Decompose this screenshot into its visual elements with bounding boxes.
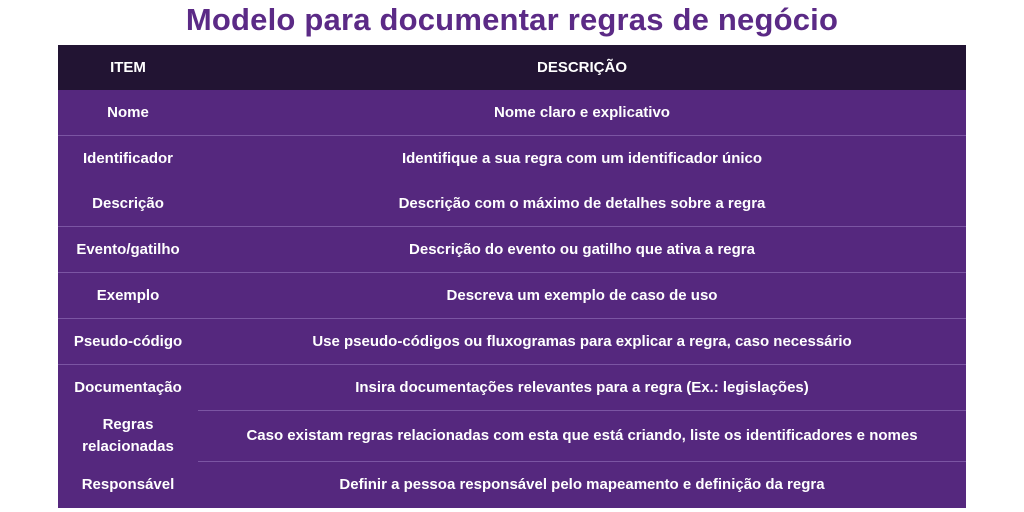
row-description: Use pseudo-códigos ou fluxogramas para explicar a regra, caso necessário [312,332,852,350]
table-row [58,181,966,226]
row-description: Definir a pessoa responsável pelo mapeamento e definição da regra [339,476,825,493]
header-item: ITEM [110,58,146,76]
business-rules-table [58,45,966,508]
table-row [58,90,966,136]
table-row [58,365,966,410]
row-description: Identifique a sua regra com um identificador único [401,149,763,167]
table-row [58,273,966,318]
header-description: DESCRIÇÃO [536,58,627,76]
row-description: Insira documentações relevantes para a regra (Ex.: legislações) [355,378,809,396]
row-item: Nome [107,104,149,121]
row-item: Responsável [81,476,175,493]
table-row [58,411,966,461]
row-description: Descrição com o máximo de detalhes sobre a regra [398,194,766,212]
table-row [58,319,966,364]
row-item: Regras relacionadas [82,416,174,455]
row-item: Identificador [82,149,173,167]
row-item: Exemplo [96,286,160,304]
row-description: Nome claro e explicativo [494,104,670,121]
row-item: Pseudo-código [73,332,183,350]
table-header-row [58,45,966,90]
row-description: Descreva um exemplo de caso de uso [446,286,718,304]
row-description: Caso existam regras relacionadas com esta que está criando, liste os identificadores e nomes [246,427,918,444]
table-row [58,462,966,508]
row-item: Descrição [92,194,164,212]
page-title: Modelo para documentar regras de negócio [185,2,839,37]
table-row [58,136,966,181]
row-item: Documentação [74,378,182,396]
row-description: Descrição do evento ou gatilho que ativa a regra [409,240,755,258]
table-row [58,227,966,272]
row-item: Evento/gatilho [76,240,180,258]
